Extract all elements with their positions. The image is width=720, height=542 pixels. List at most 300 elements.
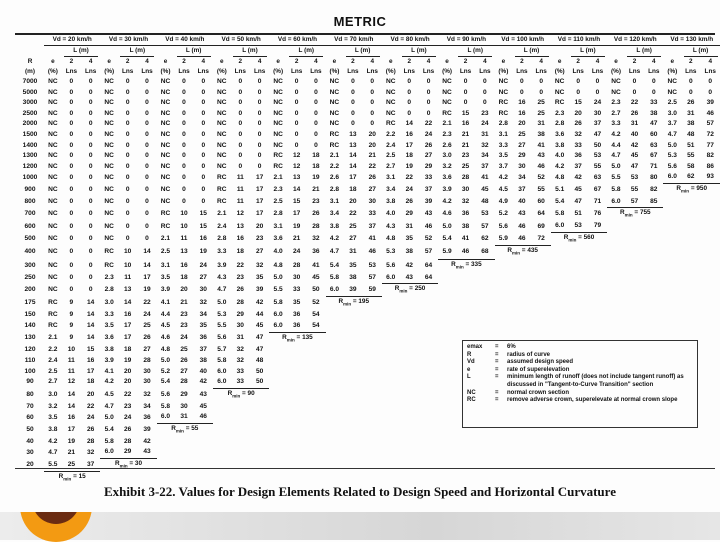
e-cell: 2.3 xyxy=(611,99,621,107)
e-cell: 4.7 xyxy=(104,402,114,410)
e-cell: 4.6 xyxy=(160,334,171,342)
blank xyxy=(269,447,287,458)
blank xyxy=(569,284,588,297)
l2-cell: 10 xyxy=(124,261,132,269)
e-cell: 2.4 xyxy=(217,222,227,230)
blank xyxy=(681,437,700,448)
e-cell: 4.5 xyxy=(104,390,114,398)
l2-cell: 22 xyxy=(405,173,413,181)
radius-cell: 30 xyxy=(26,448,34,456)
blank xyxy=(363,345,382,356)
blank xyxy=(569,310,588,321)
rmin-sub: min xyxy=(681,188,690,194)
e-cell: 5.6 xyxy=(160,390,171,398)
blank xyxy=(644,321,663,332)
blank xyxy=(231,402,250,413)
e-cell: 5.4 xyxy=(555,198,565,206)
l2-cell: 23 xyxy=(461,152,470,160)
l2-cell: 28 xyxy=(180,378,188,386)
l4-cell: 24 xyxy=(593,99,602,107)
l4-cell: 60 xyxy=(537,198,545,206)
l4-cell: 33 xyxy=(650,99,658,107)
l4-cell: 0 xyxy=(201,185,206,193)
l2-cell: 0 xyxy=(294,88,299,96)
blank xyxy=(532,284,551,297)
l2-cell: 26 xyxy=(405,198,413,206)
runoff-length-header xyxy=(118,46,157,58)
table-row xyxy=(16,458,720,471)
l2-cell: 21 xyxy=(461,130,470,138)
rmin-sub: min xyxy=(232,393,241,399)
blank xyxy=(326,458,344,471)
e-cell: 4.8 xyxy=(273,261,283,269)
l4-cell: 32 xyxy=(255,261,264,269)
blank xyxy=(607,310,625,321)
blank xyxy=(495,297,513,310)
l2-cell: 0 xyxy=(69,198,74,206)
e-cell: 2.5 xyxy=(667,99,677,107)
radius-cell: 20 xyxy=(26,460,34,468)
l4-cell: 22 xyxy=(368,162,376,170)
rmin-value: 560 xyxy=(583,233,595,241)
blank xyxy=(551,284,569,297)
blank xyxy=(569,321,588,332)
radius-cell: 60 xyxy=(26,413,34,421)
e-cell: 4.8 xyxy=(160,346,171,354)
e-cell: RC xyxy=(104,248,114,256)
blank xyxy=(326,367,344,378)
blank xyxy=(287,437,306,448)
l2-cell: 0 xyxy=(69,120,74,128)
table-row xyxy=(16,310,720,321)
e-cell: NC xyxy=(160,162,171,170)
e-cell: RC xyxy=(329,141,340,149)
e-cell: NC xyxy=(273,141,283,149)
blank xyxy=(250,447,269,458)
legend-box xyxy=(462,340,698,428)
rmin-value: 30 xyxy=(134,459,143,467)
page-title: METRIC xyxy=(333,14,387,29)
l4-cell: 15 xyxy=(199,222,207,230)
blank xyxy=(269,437,287,448)
lanes-unit: Lns xyxy=(479,68,491,75)
blank xyxy=(326,46,344,58)
rmin-value: 755 xyxy=(639,209,651,217)
blank xyxy=(400,447,419,458)
blank xyxy=(269,412,287,423)
rmin-value: 435 xyxy=(527,247,538,255)
l2-cell: 37 xyxy=(518,185,526,193)
l4-cell: 41 xyxy=(368,234,376,242)
blank xyxy=(382,310,400,321)
l4-cell: 47 xyxy=(593,130,602,138)
e-cell: 3.0 xyxy=(667,109,677,117)
header-label-row xyxy=(16,57,720,67)
blank xyxy=(551,321,569,332)
blank xyxy=(269,377,287,388)
l4-cell: 53 xyxy=(593,152,602,160)
blank xyxy=(306,447,325,458)
lanes-unit: Lns xyxy=(178,68,190,75)
l4-cell: 25 xyxy=(537,99,545,107)
l4-cell: 37 xyxy=(424,185,433,193)
blank xyxy=(400,402,419,413)
l4-cell: 21 xyxy=(368,152,376,160)
l2-cell: 13 xyxy=(349,141,357,149)
lanes-unit: Lns xyxy=(234,68,246,75)
lanes-unit: Lns xyxy=(628,68,641,75)
l2-cell: 0 xyxy=(69,222,74,230)
blank xyxy=(569,458,588,471)
l4-cell: 67 xyxy=(650,152,658,160)
e-cell: 2.8 xyxy=(555,120,565,128)
l4-cell: 52 xyxy=(537,173,545,181)
blank xyxy=(269,345,287,356)
e-cell: NC xyxy=(104,162,114,170)
blank xyxy=(644,259,663,272)
l2-cell: 13 xyxy=(236,222,244,230)
l2-cell: 0 xyxy=(182,130,186,138)
header-speed-row xyxy=(16,35,720,46)
l4-cell: 30 xyxy=(199,285,207,293)
blank xyxy=(625,310,644,321)
blank xyxy=(495,447,513,458)
table-row xyxy=(16,197,720,208)
e-cell: 3.4 xyxy=(329,210,340,218)
l4-cell: 0 xyxy=(257,120,262,128)
e-cell: RC xyxy=(554,99,565,107)
l2-cell: 10 xyxy=(180,210,188,218)
e-cell: NC xyxy=(104,109,114,117)
l4-cell: 0 xyxy=(370,109,375,117)
l2-cell: 16 xyxy=(236,234,244,242)
blank xyxy=(174,447,193,458)
four-lane-header: 4 xyxy=(483,58,487,65)
e-cell: RC xyxy=(273,152,283,160)
blank xyxy=(438,447,456,458)
runoff-length-label: L (m) xyxy=(289,46,323,57)
l4-cell: 17 xyxy=(87,367,95,375)
blank xyxy=(625,458,644,471)
l4-cell: 42 xyxy=(199,378,207,386)
two-lane-header: 2 xyxy=(69,58,74,65)
l4-cell: 57 xyxy=(424,248,433,256)
l2-cell: 22 xyxy=(124,390,132,398)
blank xyxy=(419,437,438,448)
e-cell: NC xyxy=(160,78,171,85)
l4-cell: 0 xyxy=(145,88,149,96)
blank xyxy=(419,345,438,356)
e-cell: 4.0 xyxy=(386,210,396,218)
rmin-prefix: R xyxy=(451,260,456,268)
e-cell: 5.0 xyxy=(442,222,452,230)
e-cell: 4.7 xyxy=(48,448,58,456)
l4-cell: 57 xyxy=(481,222,489,230)
l2-cell: 27 xyxy=(518,141,526,149)
blank xyxy=(663,46,681,58)
l4-cell: 46 xyxy=(368,248,376,256)
l2-cell: 45 xyxy=(574,185,582,193)
l2-cell: 55 xyxy=(630,185,639,193)
l2-cell: 0 xyxy=(351,88,355,96)
blank xyxy=(382,297,400,310)
l4-cell: 0 xyxy=(370,99,375,107)
l2-cell: 25 xyxy=(180,346,188,354)
l2-cell: 15 xyxy=(461,109,470,117)
l4-cell: 29 xyxy=(424,162,433,170)
runoff-length-label: L (m) xyxy=(515,46,549,57)
blank xyxy=(326,356,344,367)
blank xyxy=(551,297,569,310)
l2-cell: 42 xyxy=(405,261,413,269)
radius-cell: 200 xyxy=(24,285,36,293)
blank xyxy=(475,297,494,310)
l4-cell: 47 xyxy=(255,346,264,354)
l4-cell: 0 xyxy=(88,120,93,128)
l2-cell: 33 xyxy=(574,141,582,149)
e-cell: NC xyxy=(48,173,58,181)
l2-cell: 28 xyxy=(124,437,132,445)
e-cell: 2.1 xyxy=(273,173,283,181)
l4-cell: 20 xyxy=(368,141,376,149)
l2-cell: 38 xyxy=(461,222,470,230)
e-cell: NC xyxy=(217,78,227,85)
blank xyxy=(343,423,362,436)
l2-cell: 30 xyxy=(292,273,301,281)
e-cell: NC xyxy=(217,120,227,128)
l2-cell: 20 xyxy=(518,120,526,128)
e-cell: 2.1 xyxy=(329,152,340,160)
rmin-value: 135 xyxy=(302,333,313,341)
l4-cell: 48 xyxy=(481,198,489,206)
l2-cell: 0 xyxy=(69,130,74,138)
blank xyxy=(382,377,400,388)
l4-cell: 0 xyxy=(145,109,149,117)
e-cell: NC xyxy=(104,88,114,96)
blank xyxy=(419,321,438,332)
blank xyxy=(419,412,438,423)
blank xyxy=(475,321,494,332)
blank xyxy=(644,458,663,471)
l2-cell: 9 xyxy=(69,311,74,319)
e-cell: 4.2 xyxy=(442,198,452,206)
l2-cell: 16 xyxy=(180,261,188,269)
e-cell: 6.0 xyxy=(382,273,400,284)
l4-cell: 82 xyxy=(650,185,658,193)
l4-cell: 0 xyxy=(595,88,600,96)
l4-cell: 0 xyxy=(145,162,149,170)
l2-cell: 11 xyxy=(236,173,244,181)
l2-cell: 25 xyxy=(518,130,526,138)
l2-cell: 21 xyxy=(461,141,470,149)
e-cell: 4.8 xyxy=(386,234,396,242)
l4-cell: 0 xyxy=(201,120,206,128)
l4-cell: 39 xyxy=(255,285,264,293)
l2-cell: 0 xyxy=(182,88,186,96)
legend-key: Vd xyxy=(467,359,475,366)
e-cell: 2.2 xyxy=(386,130,396,138)
blank xyxy=(495,46,513,58)
blank xyxy=(512,447,531,458)
e-header: e xyxy=(220,58,224,65)
blank xyxy=(231,412,250,423)
blank xyxy=(456,437,475,448)
l2-cell: 17 xyxy=(405,141,413,149)
l2-cell: 0 xyxy=(463,99,468,107)
radius-cell: 110 xyxy=(24,357,36,364)
blank xyxy=(400,321,419,332)
table-row xyxy=(16,273,720,284)
blank xyxy=(512,321,531,332)
blank xyxy=(343,447,362,458)
l4-cell: 26 xyxy=(143,334,151,342)
l4-cell: 0 xyxy=(88,185,93,193)
l4-cell: 37 xyxy=(481,162,489,170)
lanes-unit: Lns xyxy=(516,68,528,75)
l4-cell: 0 xyxy=(426,99,431,107)
four-lane-header: 4 xyxy=(257,58,262,65)
e-cell: NC xyxy=(217,109,227,117)
l2-cell: 9 xyxy=(69,299,74,307)
blank xyxy=(382,356,400,367)
blank xyxy=(306,402,325,413)
four-lane-header: 4 xyxy=(370,58,375,65)
e-cell: NC xyxy=(160,141,171,149)
l4-cell: 63 xyxy=(650,141,658,149)
radius-cell: 7000 xyxy=(22,78,38,85)
two-lane-header: 2 xyxy=(463,58,468,65)
rmin-sub: min xyxy=(119,463,128,469)
l2-cell: 33 xyxy=(236,367,244,375)
l4-cell: 52 xyxy=(424,234,433,242)
l4-cell: 0 xyxy=(145,78,149,85)
l4-cell: 30 xyxy=(143,378,151,386)
blank xyxy=(588,297,607,310)
runoff-length-label: L (m) xyxy=(402,46,436,57)
blank xyxy=(700,332,720,345)
blank xyxy=(588,310,607,321)
l2-cell: 38 xyxy=(405,248,413,256)
four-lane-header: 4 xyxy=(652,58,656,65)
l4-cell: 0 xyxy=(88,88,93,96)
l2-cell: 0 xyxy=(520,88,524,96)
lanes-unit: Lns xyxy=(253,68,266,75)
rmin-prefix: R xyxy=(171,424,176,432)
l4-cell: 15 xyxy=(87,346,95,354)
l2-cell: 36 xyxy=(461,210,470,218)
l4-cell: 24 xyxy=(424,130,433,138)
blank xyxy=(681,259,700,272)
e-unit: (%) xyxy=(442,68,453,75)
e-cell: NC xyxy=(611,78,621,85)
e-cell: 6.0 xyxy=(551,221,569,232)
l4-cell: 37 xyxy=(593,120,602,128)
l2-cell: 0 xyxy=(407,78,412,85)
l2-cell: 0 xyxy=(69,152,74,160)
e-cell: 3.7 xyxy=(667,120,677,128)
l4-cell: 17 xyxy=(143,273,151,281)
e-cell: 3.1 xyxy=(273,222,283,230)
l2-cell: 19 xyxy=(124,357,132,364)
blank xyxy=(287,458,306,471)
l4-cell: 16 xyxy=(87,357,95,364)
l2-cell: 0 xyxy=(125,109,130,117)
table-row xyxy=(16,119,720,130)
e-cell: NC xyxy=(329,99,340,107)
l4-cell: 0 xyxy=(651,88,656,96)
runoff-length-header xyxy=(343,46,382,58)
l2-cell: 29 xyxy=(118,447,137,458)
two-lane-header: 2 xyxy=(407,58,412,65)
l2-cell: 43 xyxy=(518,210,526,218)
e-cell: NC xyxy=(554,78,565,85)
e-cell: NC xyxy=(160,198,171,206)
blank xyxy=(438,423,456,436)
e-header: e xyxy=(51,58,55,65)
blank xyxy=(532,273,551,284)
l2-cell: 11 xyxy=(67,357,75,364)
lanes-unit: Lns xyxy=(648,68,660,75)
l4-cell: 27 xyxy=(255,248,264,256)
l4-cell: 39 xyxy=(706,99,714,107)
e-cell: NC xyxy=(48,109,58,117)
blank xyxy=(306,412,325,423)
blank xyxy=(495,458,513,471)
e-cell: NC xyxy=(48,285,58,293)
blank xyxy=(607,232,625,245)
table-row xyxy=(16,77,720,88)
table-row xyxy=(16,232,720,245)
blank xyxy=(250,412,269,423)
l4-cell: 0 xyxy=(201,198,206,206)
blank xyxy=(269,367,287,378)
e-cell: RC xyxy=(48,322,58,330)
radius-cell: 1300 xyxy=(22,152,38,160)
radius-cell: 1500 xyxy=(22,130,38,138)
l2-cell: 53 xyxy=(569,221,588,232)
l4-cell: 18 xyxy=(87,378,95,386)
e-cell: 5.8 xyxy=(273,299,283,307)
blank xyxy=(400,437,419,448)
blank xyxy=(363,423,382,436)
l2-cell: 20 xyxy=(180,285,188,293)
two-lane-header: 2 xyxy=(294,58,299,65)
blank xyxy=(475,437,494,448)
l2-cell: 55 xyxy=(687,152,695,160)
rmin-prefix: R xyxy=(338,298,344,306)
e-cell: 2.5 xyxy=(160,248,171,256)
l2-cell: 38 xyxy=(349,273,357,281)
blank xyxy=(231,447,250,458)
l2-cell: 24 xyxy=(180,334,188,342)
blank xyxy=(512,259,531,272)
blank xyxy=(663,447,681,458)
blank xyxy=(495,321,513,332)
blank xyxy=(551,458,569,471)
blank xyxy=(194,447,213,458)
lanes-unit: Lns xyxy=(535,68,547,75)
blank xyxy=(700,367,720,378)
blank xyxy=(551,310,569,321)
blank xyxy=(306,377,325,388)
l4-cell: 0 xyxy=(201,152,206,160)
blank xyxy=(306,437,325,448)
l4-cell: 0 xyxy=(201,88,206,96)
l2-cell: 22 xyxy=(236,261,244,269)
blank xyxy=(400,332,419,345)
l4-cell: 24 xyxy=(199,261,207,269)
e-cell: NC xyxy=(48,198,58,206)
